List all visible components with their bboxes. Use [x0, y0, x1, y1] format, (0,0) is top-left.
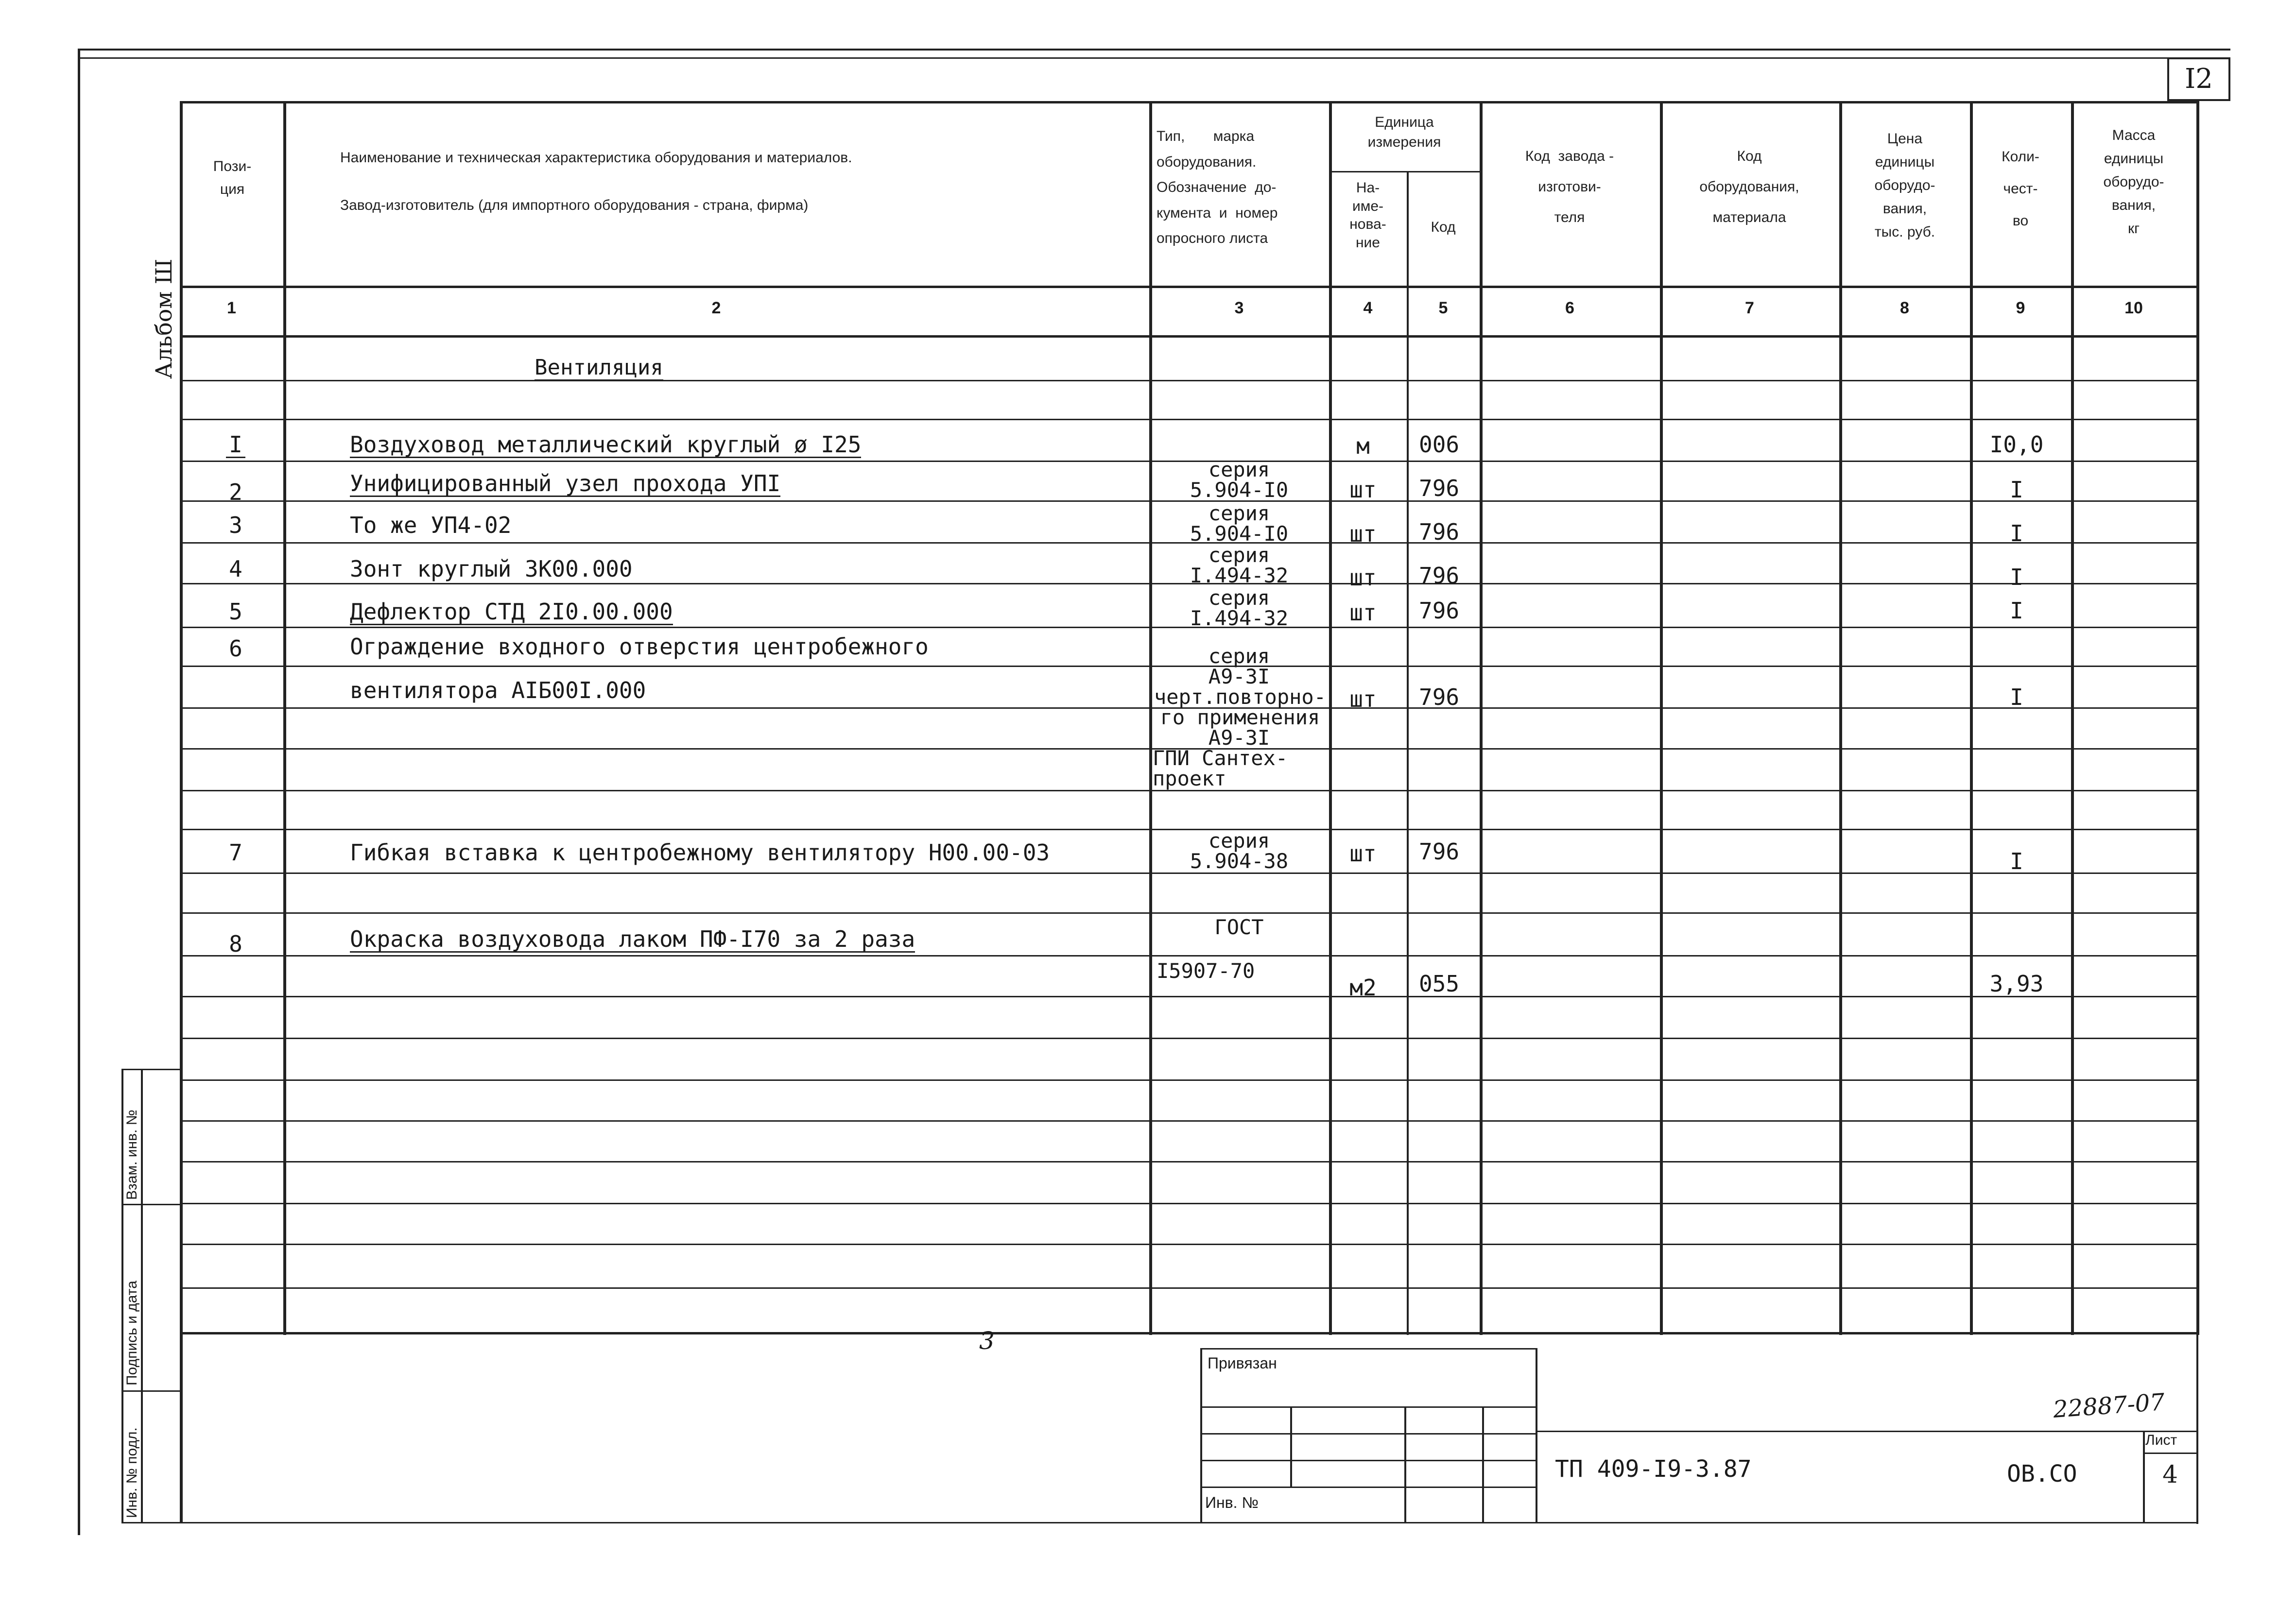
grid-line [1839, 101, 1842, 1335]
table-cell: м [1356, 433, 1370, 459]
grid-line [1329, 101, 1332, 1335]
header-unit-name: На- име- нова- ние [1349, 180, 1386, 251]
grid-line [1482, 1406, 1484, 1523]
table-cell: Воздуховод металлический круглый ø I25 [350, 431, 862, 458]
grid-line [180, 1203, 2196, 1204]
table-cell: шт [1349, 686, 1377, 712]
privyazan-label: Привязан [1208, 1354, 1277, 1372]
inv-no-label: Инв. № [1205, 1494, 1259, 1511]
table-cell: 796 [1419, 563, 1460, 589]
table-cell: Окраска воздуховода лаком ПФ-I70 за 2 раза [350, 926, 915, 952]
table-cell: серия [1208, 458, 1270, 481]
grid-line [121, 1204, 180, 1205]
table-cell: ГПИ Сантех- [1153, 746, 1288, 770]
header-unit: Единица измерения [1367, 114, 1441, 150]
header-name-line2: Завод-изготовитель (для импортного оборудования - страна, фирма) [340, 197, 809, 213]
grid-line [1290, 1406, 1292, 1487]
stamp-inv-vzam: Взам. инв. № [124, 1110, 140, 1200]
grid-line [180, 1332, 2196, 1334]
grid-line [1200, 1348, 1202, 1523]
header-factory-code: Код завода - изготови- теля [1525, 148, 1614, 225]
header-unit-code: Код [1431, 219, 1456, 235]
header-quantity: Коли- чест- во [2002, 149, 2039, 229]
grid-line [121, 1522, 180, 1523]
table-cell: проект [1153, 767, 1226, 790]
grid-line [2143, 1453, 2196, 1454]
doc-code: ТП 409-I9-3.87 [1555, 1455, 1752, 1483]
stamp-sign-date: Подпись и дата [124, 1281, 140, 1385]
table-cell: 3 [229, 512, 242, 538]
colnum-9: 9 [2016, 299, 2025, 317]
grid-line [2071, 101, 2074, 1335]
table-cell: 796 [1419, 598, 1460, 624]
grid-line [180, 380, 2196, 381]
doc-mark: ОВ.СО [2007, 1460, 2077, 1487]
grid-line [1200, 1348, 1536, 1350]
grid-line [180, 1120, 2196, 1122]
grid-line [1480, 101, 1483, 1335]
table-cell: 796 [1419, 684, 1460, 710]
grid-line [180, 829, 2196, 830]
table-cell: шт [1349, 840, 1377, 867]
header-position: Пози- ция [213, 158, 252, 197]
table-cell: А9-3I [1208, 665, 1270, 688]
grid-line [2196, 101, 2199, 1335]
grid-line [1970, 101, 1973, 1335]
table-cell: серия [1208, 543, 1270, 567]
table-cell: 055 [1419, 971, 1460, 997]
table-cell: Гибкая вставка к центробежному вентилятору Н00.00-03 [350, 839, 1050, 866]
table-cell: серия [1208, 644, 1270, 668]
grid-line [1149, 101, 1152, 1335]
album-label: Альбом Ш [151, 258, 177, 379]
sheet-corner-number: I2 [2167, 57, 2230, 101]
grid-line [1200, 1460, 1536, 1461]
colnum-4: 4 [1363, 299, 1373, 317]
table-cell: серия [1208, 586, 1270, 610]
table-cell: I.494-32 [1190, 606, 1289, 630]
grid-line [1660, 101, 1663, 1335]
table-cell: черт.повторно- [1154, 685, 1326, 709]
sheet-frame [78, 49, 2230, 1535]
table-cell: шт [1349, 521, 1377, 547]
table-cell: 796 [1419, 519, 1460, 545]
colnum-7: 7 [1745, 299, 1754, 317]
grid-line [1407, 171, 1409, 1335]
table-cell: ГОСТ [1214, 915, 1264, 939]
grid-line [121, 1069, 180, 1070]
table-cell: I.494-32 [1190, 564, 1289, 587]
table-cell: I [2010, 598, 2023, 624]
grid-line [180, 500, 2196, 502]
table-cell: Унифицированный узел прохода УПI [350, 470, 781, 496]
grid-line [1536, 1348, 1537, 1523]
grid-line [1200, 1487, 1536, 1488]
table-cell: 5 [229, 598, 242, 625]
table-cell: 796 [1419, 838, 1460, 865]
table-cell: 8 [229, 931, 242, 957]
table-cell: Дефлектор СТД 2I0.00.000 [350, 598, 673, 625]
grid-line [180, 1522, 2196, 1523]
table-cell: 5.904-I0 [1190, 478, 1289, 502]
colnum-1: 1 [227, 299, 236, 317]
colnum-3: 3 [1234, 299, 1244, 317]
grid-line [180, 335, 2196, 338]
colnum-6: 6 [1565, 299, 1574, 317]
table-cell: 3,93 [1989, 971, 2044, 997]
table-cell: шт [1349, 564, 1377, 591]
table-cell: I [226, 433, 245, 458]
table-cell: серия [1208, 501, 1270, 525]
table-cell: I [2010, 477, 2023, 503]
table-cell: 006 [1419, 431, 1460, 458]
table-cell: I [2010, 684, 2023, 710]
colnum-8: 8 [1900, 299, 1909, 317]
table-cell: 5.904-38 [1190, 849, 1289, 873]
table-cell: Ограждение входного отверстия центробежного [350, 633, 929, 660]
table-cell: 796 [1419, 475, 1460, 501]
grid-line [180, 955, 2196, 957]
stamp-inv-podl: Инв. № подл. [124, 1427, 140, 1518]
grid-line [283, 101, 286, 1335]
grid-line [180, 1038, 2196, 1039]
grid-line [180, 872, 2196, 874]
colnum-5: 5 [1438, 299, 1448, 317]
grid-line [121, 1390, 180, 1392]
table-cell: 6 [229, 635, 242, 662]
grid-line [1404, 1406, 1406, 1523]
sheet-number: 4 [2162, 1460, 2178, 1488]
table-cell: м2 [1349, 974, 1377, 1001]
grid-line [121, 1069, 123, 1523]
colnum-2: 2 [711, 299, 721, 317]
table-cell: То же УП4-02 [350, 512, 512, 538]
grid-line [180, 101, 2196, 103]
grid-line [180, 1079, 2196, 1081]
grid-line [180, 1287, 2196, 1289]
grid-line [1329, 171, 1480, 172]
grid-line [180, 912, 2196, 914]
section-title: Вентиляция [535, 355, 663, 380]
header-type: Тип, марка оборудования. Обозначение до- кумента и номер опросного листа [1157, 128, 1278, 246]
table-cell: I [2010, 848, 2023, 874]
table-cell: I [2010, 520, 2023, 547]
archive-number: 22887-07 [2052, 1388, 2166, 1423]
grid-line [180, 419, 2196, 420]
table-cell: 2 [229, 479, 242, 505]
grid-line [180, 1161, 2196, 1163]
table-cell: А9-3I [1208, 726, 1270, 750]
grid-line [180, 286, 2196, 288]
header-mass: Масса единицы оборудо- вания, кг [2103, 127, 2164, 237]
handwritten-mark: 3 [979, 1327, 995, 1355]
grid-line [180, 996, 2196, 997]
grid-line [2196, 1332, 2198, 1524]
grid-line [1200, 1433, 1536, 1435]
table-cell: 5.904-I0 [1190, 522, 1289, 546]
table-cell: серия [1208, 829, 1270, 853]
colnum-10: 10 [2124, 299, 2143, 317]
table-cell: шт [1349, 599, 1377, 626]
table-cell: 7 [229, 839, 242, 866]
grid-line [180, 1244, 2196, 1245]
table-cell: I [2010, 564, 2023, 590]
grid-line [1536, 1431, 2196, 1432]
table-cell: шт [1349, 477, 1377, 503]
header-equipment-code: Код оборудования, материала [1699, 148, 1799, 225]
table-cell: Зонт круглый ЗК00.000 [350, 556, 633, 582]
table-cell: 4 [229, 556, 242, 582]
table-cell: I0,0 [1989, 431, 2044, 458]
header-name-line1: Наименование и техническая характеристика оборудования и материалов. [340, 150, 852, 166]
grid-line [1200, 1406, 1536, 1408]
grid-line [141, 1069, 143, 1523]
table-cell: вентилятора АIБ00I.000 [350, 677, 646, 703]
top-border [78, 57, 2167, 59]
header-price: Цена единицы оборудо- вания, тыс. руб. [1874, 131, 1935, 240]
table-cell: го применения [1160, 705, 1320, 729]
table-cell: I5907-70 [1157, 959, 1255, 983]
sheet-label: Лист [2145, 1432, 2177, 1448]
